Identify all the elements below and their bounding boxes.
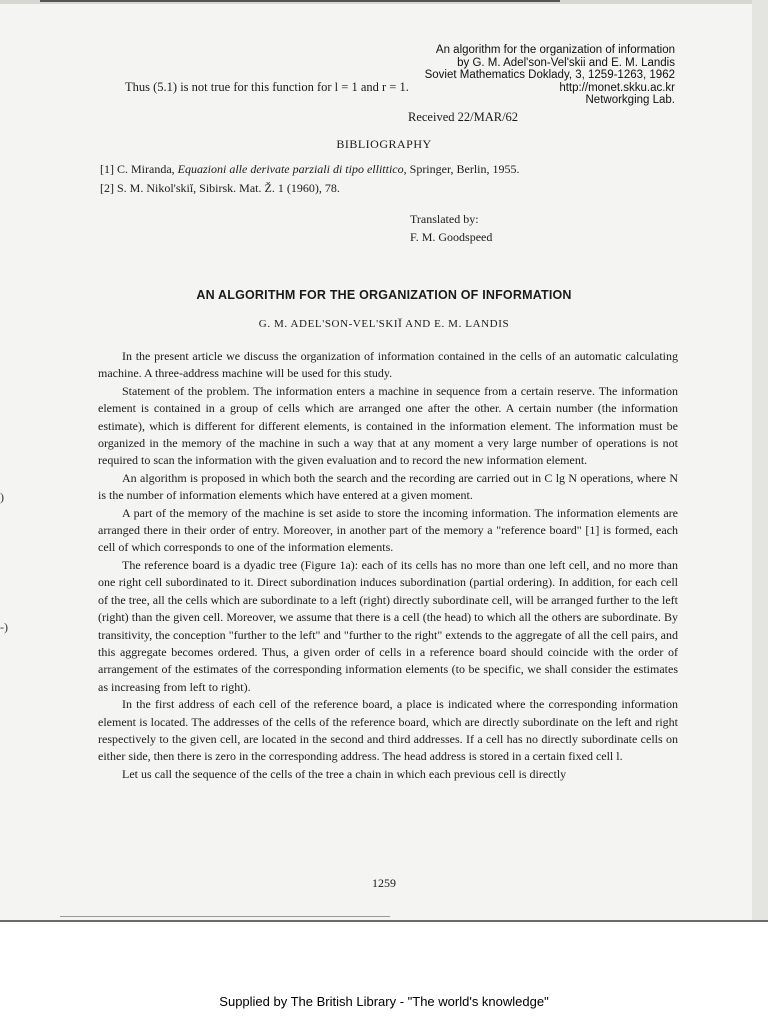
- source-stamp: [355, 44, 675, 107]
- article-title: AN ALGORITHM FOR THE ORGANIZATION OF INFORMATION: [196, 288, 572, 302]
- scan-bottom-edge: [0, 920, 768, 922]
- library-footer: Supplied by The British Library - "The world's knowledge": [219, 994, 549, 1009]
- paragraph: In the present article we discuss the organization of information contained in the cells of an automatic calculating machine. A three-address machine will be used for this study.: [98, 349, 678, 381]
- scan-top-line: [40, 0, 560, 2]
- article-body: [98, 348, 678, 783]
- ref-title: Equazioni alle derivate parziali di tipo ellittico: [177, 162, 404, 176]
- ref-number: [1]: [100, 162, 114, 176]
- page-number: 1259: [372, 876, 396, 890]
- stamp-line: An algorithm for the organization of information: [435, 44, 675, 56]
- margin-bracket: ): [0, 490, 4, 504]
- translated-by-label: Translated by:: [410, 212, 479, 226]
- paragraph: Statement of the problem. The information enters a machine in sequence from a certain reserve. The information element is contained in a group of cells which are arranged one after the other. A certain number (the information estimate), which is different for different elements, is contained in the information element. The information must be organized in the memory of the machine in such a way that at any moment a very large number of operations is not required to scan the information with the given evaluation and to record the new information element.: [98, 383, 678, 468]
- ref-authors: C. Miranda,: [117, 162, 178, 176]
- paragraph: The reference board is a dyadic tree (Figure 1a): each of its cells has no more than one left cell, and no more than one right cell subordinated to it. Direct subordination induces subordination (partial ordering). In addition, for each cell of the tree, all the cells which are subordinate to a left (right) directly subordinate cell, will be arranged further to the left (right) than the given cell. Moreover, we assume that there is a cell (the head) to which all the others are subordinate. By transitivity, the conception "further to the left" and "further to the right" extends to the aggregate of all the cell pairs, and this aggregate becomes ordered. Thus, a given order of cells in a reference board should coincide with the order of arrangement of the estimates of the corresponding information elements (to be specific, we shall consider the estimates as increasing from left to right).: [98, 557, 678, 694]
- ref-publisher: , Springer, Berlin, 1955.: [403, 162, 520, 176]
- stamp-line: Networkging Lab.: [585, 94, 675, 106]
- article-authors: G. M. ADEL'SON-VEL'SKIĬ AND E. M. LANDIS: [258, 318, 510, 330]
- bibliography-entry: [100, 162, 519, 177]
- margin-bracket: -): [0, 620, 8, 634]
- ref-text: S. M. Nikol'skiĭ, Sibirsk. Mat. Ž. 1 (1960), 78.: [117, 181, 340, 195]
- ref-number: [2]: [100, 181, 114, 195]
- bibliography-entry: [100, 181, 340, 196]
- stamp-line: by G. M. Adel'son-Vel'skii and E. M. Landis: [457, 56, 675, 69]
- stamp-line: Soviet Mathematics Doklady, 3, 1259-1263, 1962: [424, 69, 675, 81]
- translator-name: F. M. Goodspeed: [410, 230, 493, 244]
- stamp-url: http://monet.skku.ac.kr: [559, 81, 675, 94]
- paragraph: A part of the memory of the machine is set aside to store the incoming information. The information elements are arranged there in their order of entry. Moreover, in another part of the memory a "reference board" [1] is formed, each cell of which corresponds to one of the information elements.: [98, 505, 678, 555]
- translation-credit: [410, 210, 492, 246]
- received-date: Received 22/MAR/62: [408, 110, 519, 124]
- bibliography-heading: BIBLIOGRAPHY: [336, 137, 432, 151]
- previous-article-line: Thus (5.1) is not true for this function for l = 1 and r = 1.: [125, 80, 409, 94]
- scan-bottom-line: [60, 916, 390, 917]
- paragraph: An algorithm is proposed in which both the search and the recording are carried out in C lg N operations, where N is the number of information elements which have entered at a given moment.: [98, 470, 678, 503]
- paragraph: In the first address of each cell of the reference board, a place is indicated where the corresponding information element is located. The addresses of the cells of the reference board, which are directly subordinate on the left and right respectively to the given cell, are located in the second and third addresses. If a cell has no directly subordinate cells on either side, then there is zero in the corresponding address. The head address is stored in a certain fixed cell l.: [98, 697, 678, 764]
- paragraph: Let us call the sequence of the cells of the tree a chain in which each previous cell is directly: [122, 766, 567, 781]
